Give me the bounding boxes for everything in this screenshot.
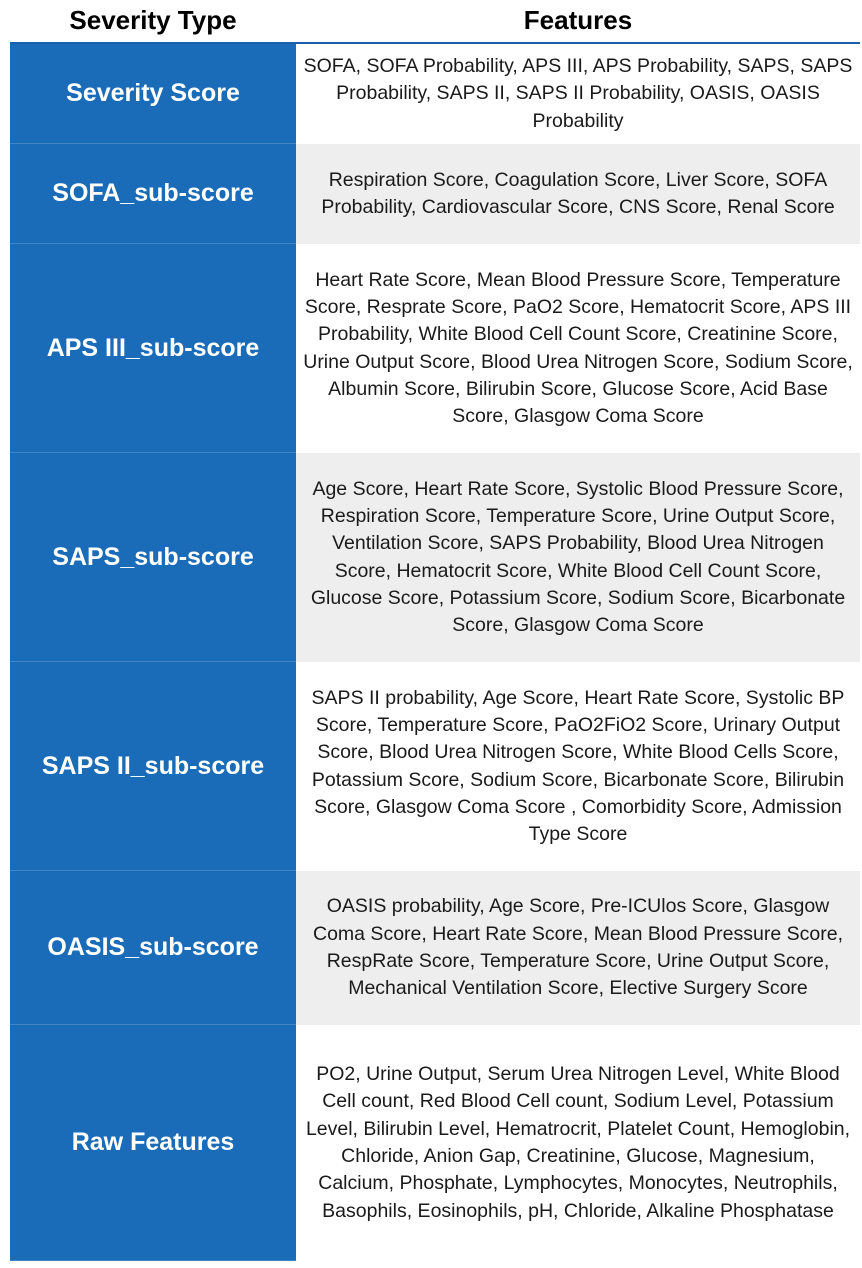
severity-type-cell: Severity Score: [10, 44, 296, 144]
severity-type-cell: SOFA_sub-score: [10, 144, 296, 244]
features-cell: SAPS II probability, Age Score, Heart Rate Score, Systolic BP Score, Temperature Score, PaO2FiO2 Score, Urinary Output Score, Blood Urea Nitrogen Score, White Blood Cells Score, Potassium Score, Sodium Score, Bicarbonate Score, Bilirubin Score, Glasgow Coma Score , Comorbidity Score, Admission Type Score: [296, 662, 860, 871]
features-cell: SOFA, SOFA Probability, APS III, APS Probability, SAPS, SAPS Probability, SAPS II, SAPS II Probability, OASIS, OASIS Probability: [296, 44, 860, 144]
header-features: Features: [523, 5, 633, 35]
table-row: [10, 244, 860, 453]
features-cell: PO2, Urine Output, Serum Urea Nitrogen Level, White Blood Cell count, Red Blood Cell count, Sodium Level, Potassium Level, Bilirubin Level, Hematrocrit, Platelet Count, Hemoglobin, Chloride, Anion Gap, Creatinine, Glucose, Magnesium, Calcium, Phosphate, Lymphocytes, Monocytes, Neutrophils, Basophils, Eosinophils, pH, Chloride, Alkaline Phosphatase: [296, 1025, 860, 1261]
severity-type-cell: SAPS_sub-score: [10, 453, 296, 662]
severity-type-cell: SAPS II_sub-score: [10, 662, 296, 871]
features-cell: Heart Rate Score, Mean Blood Pressure Score, Temperature Score, Resprate Score, PaO2 Score, Hematocrit Score, APS III Probability, White Blood Cell Count Score, Creatinine Score, Urine Output Score, Blood Urea Nitrogen Score, Sodium Score, Albumin Score, Bilirubin Score, Glucose Score, Acid Base Score, Glasgow Coma Score: [296, 244, 860, 453]
features-cell: Respiration Score, Coagulation Score, Liver Score, SOFA Probability, Cardiovascular Score, CNS Score, Renal Score: [296, 144, 860, 244]
severity-type-cell: Raw Features: [10, 1025, 296, 1261]
severity-features-table: [10, 0, 860, 1261]
table-header: [10, 0, 860, 44]
table-row: [10, 44, 860, 144]
features-cell: OASIS probability, Age Score, Pre-ICUlos Score, Glasgow Coma Score, Heart Rate Score, Mean Blood Pressure Score, RespRate Score, Temperature Score, Urine Output Score, Mechanical Ventilation Score, Elective Surgery Score: [296, 871, 860, 1025]
table-row: [10, 144, 860, 244]
table-row: [10, 453, 860, 662]
table-row: [10, 1025, 860, 1261]
header-severity-type: Severity Type: [69, 5, 237, 35]
severity-type-cell: APS III_sub-score: [10, 244, 296, 453]
table-row: [10, 871, 860, 1025]
severity-type-cell: OASIS_sub-score: [10, 871, 296, 1025]
features-cell: Age Score, Heart Rate Score, Systolic Blood Pressure Score, Respiration Score, Temperature Score, Urine Output Score, Ventilation Score, SAPS Probability, Blood Urea Nitrogen Score, Hematocrit Score, White Blood Cell Count Score, Glucose Score, Potassium Score, Sodium Score, Bicarbonate Score, Glasgow Coma Score: [296, 453, 860, 662]
table-row: [10, 662, 860, 871]
